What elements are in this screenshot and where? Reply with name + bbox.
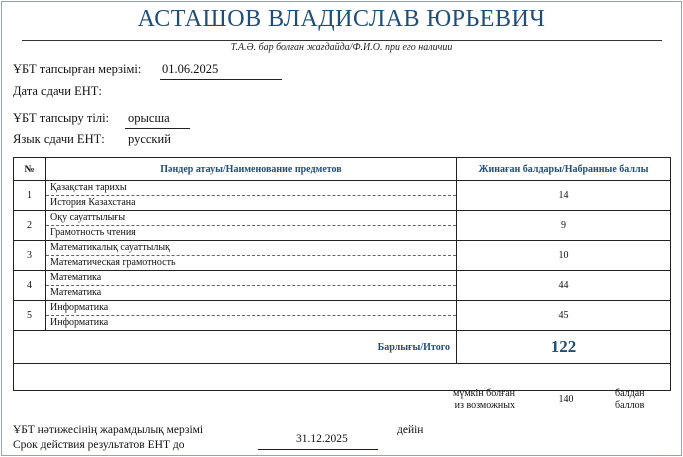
subject-kz: Информатика xyxy=(46,301,456,316)
validity-suffix-kz: дейін xyxy=(397,424,424,436)
exam-lang-value-kz: орысша xyxy=(128,111,170,125)
subject-cell xyxy=(46,181,457,211)
exam-date-value: 01.06.2025 xyxy=(162,62,219,76)
subject-ru: Математическая грамотность xyxy=(50,257,176,268)
validity-underline xyxy=(258,449,378,450)
max-row xyxy=(14,364,671,391)
subject-kz: Математикалық сауаттылық xyxy=(46,241,456,256)
exam-date-underline xyxy=(160,79,282,80)
validity-label-kz: ҰБТ нәтижесінің жарамдылық мерзімі xyxy=(13,424,204,436)
points-label-kz: балдан xyxy=(615,388,645,399)
score-cell: 14 xyxy=(457,181,671,211)
validity-value: 31.12.2025 xyxy=(296,433,348,445)
row-number: 2 xyxy=(14,211,46,241)
row-number: 5 xyxy=(14,301,46,331)
subject-cell xyxy=(46,301,457,331)
table-row xyxy=(14,241,671,271)
table-header-row xyxy=(14,158,671,181)
max-label-kz: мүмкін болған xyxy=(453,388,515,399)
total-label: Барлығы/Итого xyxy=(14,331,457,364)
total-row xyxy=(14,331,671,364)
exam-lang-label-ru: Язык сдачи ЕНТ: xyxy=(13,132,105,146)
validity-label-ru: Срок действия результатов ЕНТ до xyxy=(13,439,185,451)
name-caption: Т.А.Ә. бар болған жағдайда/Ф.И.О. при его наличии xyxy=(230,42,453,53)
score-cell: 44 xyxy=(457,271,671,301)
col-score-header: Жинаған балдары/Набранные баллы xyxy=(457,158,671,181)
col-num-header: № xyxy=(14,158,46,181)
row-number: 3 xyxy=(14,241,46,271)
exam-lang-underline xyxy=(125,128,190,129)
subject-cell xyxy=(46,241,457,271)
max-cell xyxy=(14,364,671,391)
table-row xyxy=(14,181,671,211)
exam-date-label-kz: ҰБТ тапсырған мерзімі: xyxy=(13,62,142,76)
subject-ru: История Казахстана xyxy=(50,197,136,208)
score-cell: 45 xyxy=(457,301,671,331)
subject-kz: Оқу сауаттылығы xyxy=(46,211,456,226)
exam-lang-label-kz: ҰБТ тапсыру тілі: xyxy=(13,111,110,125)
table-row xyxy=(14,211,671,241)
points-label-ru: баллов xyxy=(615,400,645,411)
row-number: 1 xyxy=(14,181,46,211)
subject-ru: Грамотность чтения xyxy=(50,227,136,238)
name-underline xyxy=(22,40,662,41)
exam-date-label-ru: Дата сдачи ЕНТ: xyxy=(13,84,102,98)
full-name: АСТАШОВ ВЛАДИСЛАВ ЮРЬЕВИЧ xyxy=(137,6,546,32)
col-subject-header: Пәндер атауы/Наименование предметов xyxy=(46,158,457,181)
subject-kz: Математика xyxy=(46,271,456,286)
subject-kz: Қазақстан тарихы xyxy=(46,181,456,196)
row-number: 4 xyxy=(14,271,46,301)
score-cell: 9 xyxy=(457,211,671,241)
table-row xyxy=(14,271,671,301)
table-row xyxy=(14,301,671,331)
max-label-ru: из возможных xyxy=(454,400,515,411)
subject-ru: Информатика xyxy=(50,317,109,328)
subject-cell xyxy=(46,211,457,241)
total-value: 122 xyxy=(457,331,671,364)
exam-lang-value-ru: русский xyxy=(128,132,171,146)
max-value: 140 xyxy=(558,394,574,405)
scores-table xyxy=(13,157,671,391)
subject-ru: Математика xyxy=(50,287,102,298)
score-cell: 10 xyxy=(457,241,671,271)
subject-cell xyxy=(46,271,457,301)
